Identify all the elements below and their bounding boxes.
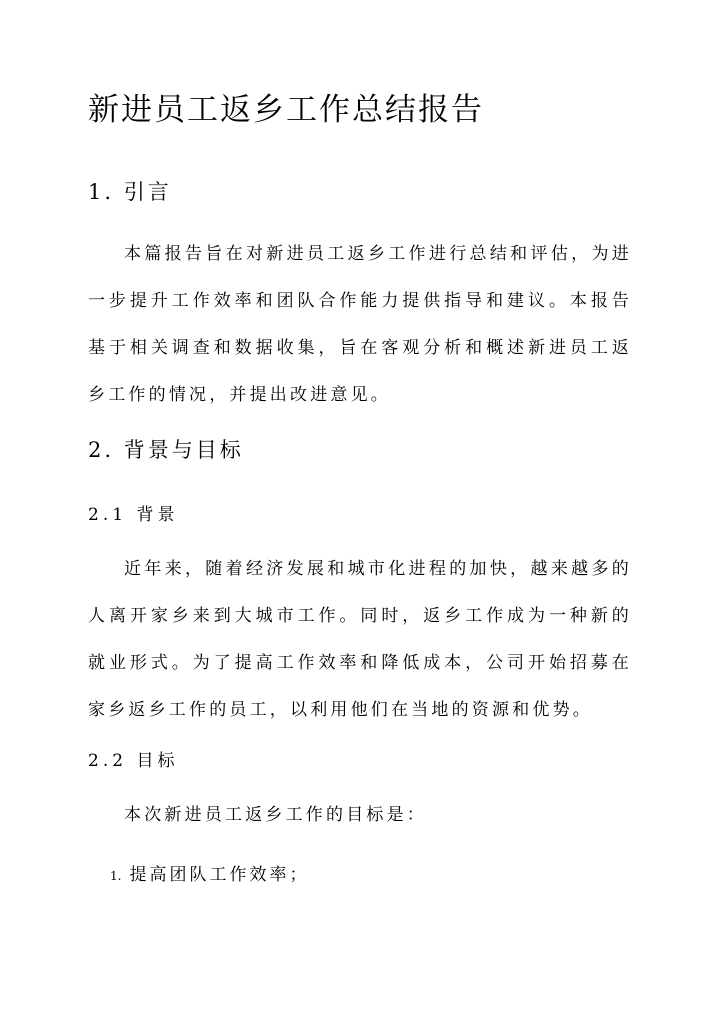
document-title: 新进员工返乡工作总结报告 — [88, 92, 484, 128]
intro-paragraph: 本篇报告旨在对新进员工返乡工作进行总结和评估，为进一步提升工作效率和团队合作能力提供指导和建议。本报告基于相关调查和数据收集，旨在客观分析和概述新进员工返乡工作的情况，并提出改进意见。 — [88, 244, 632, 405]
subsection-heading-goals: 2.2 目标 — [88, 751, 179, 771]
goals-list — [110, 860, 309, 885]
section-heading-background-goals: 2. 背景与目标 — [88, 438, 244, 462]
section-heading-intro: 1. 引言 — [88, 180, 172, 204]
subsection-heading-background: 2.1 背景 — [88, 505, 179, 525]
list-item-number: 1. — [110, 869, 122, 883]
background-paragraph: 近年来，随着经济发展和城市化进程的加快，越来越多的人离开家乡来到大城市工作。同时，返乡工作成为一种新的就业形式。为了提高工作效率和降低成本，公司开始招募在家乡返乡工作的员工，以利用他们在当地的资源和优势。 — [88, 559, 632, 720]
goals-paragraph: 本次新进员工返乡工作的目标是： — [124, 805, 427, 825]
list-item — [110, 860, 309, 885]
list-item-text: 提高团队工作效率； — [129, 865, 310, 885]
